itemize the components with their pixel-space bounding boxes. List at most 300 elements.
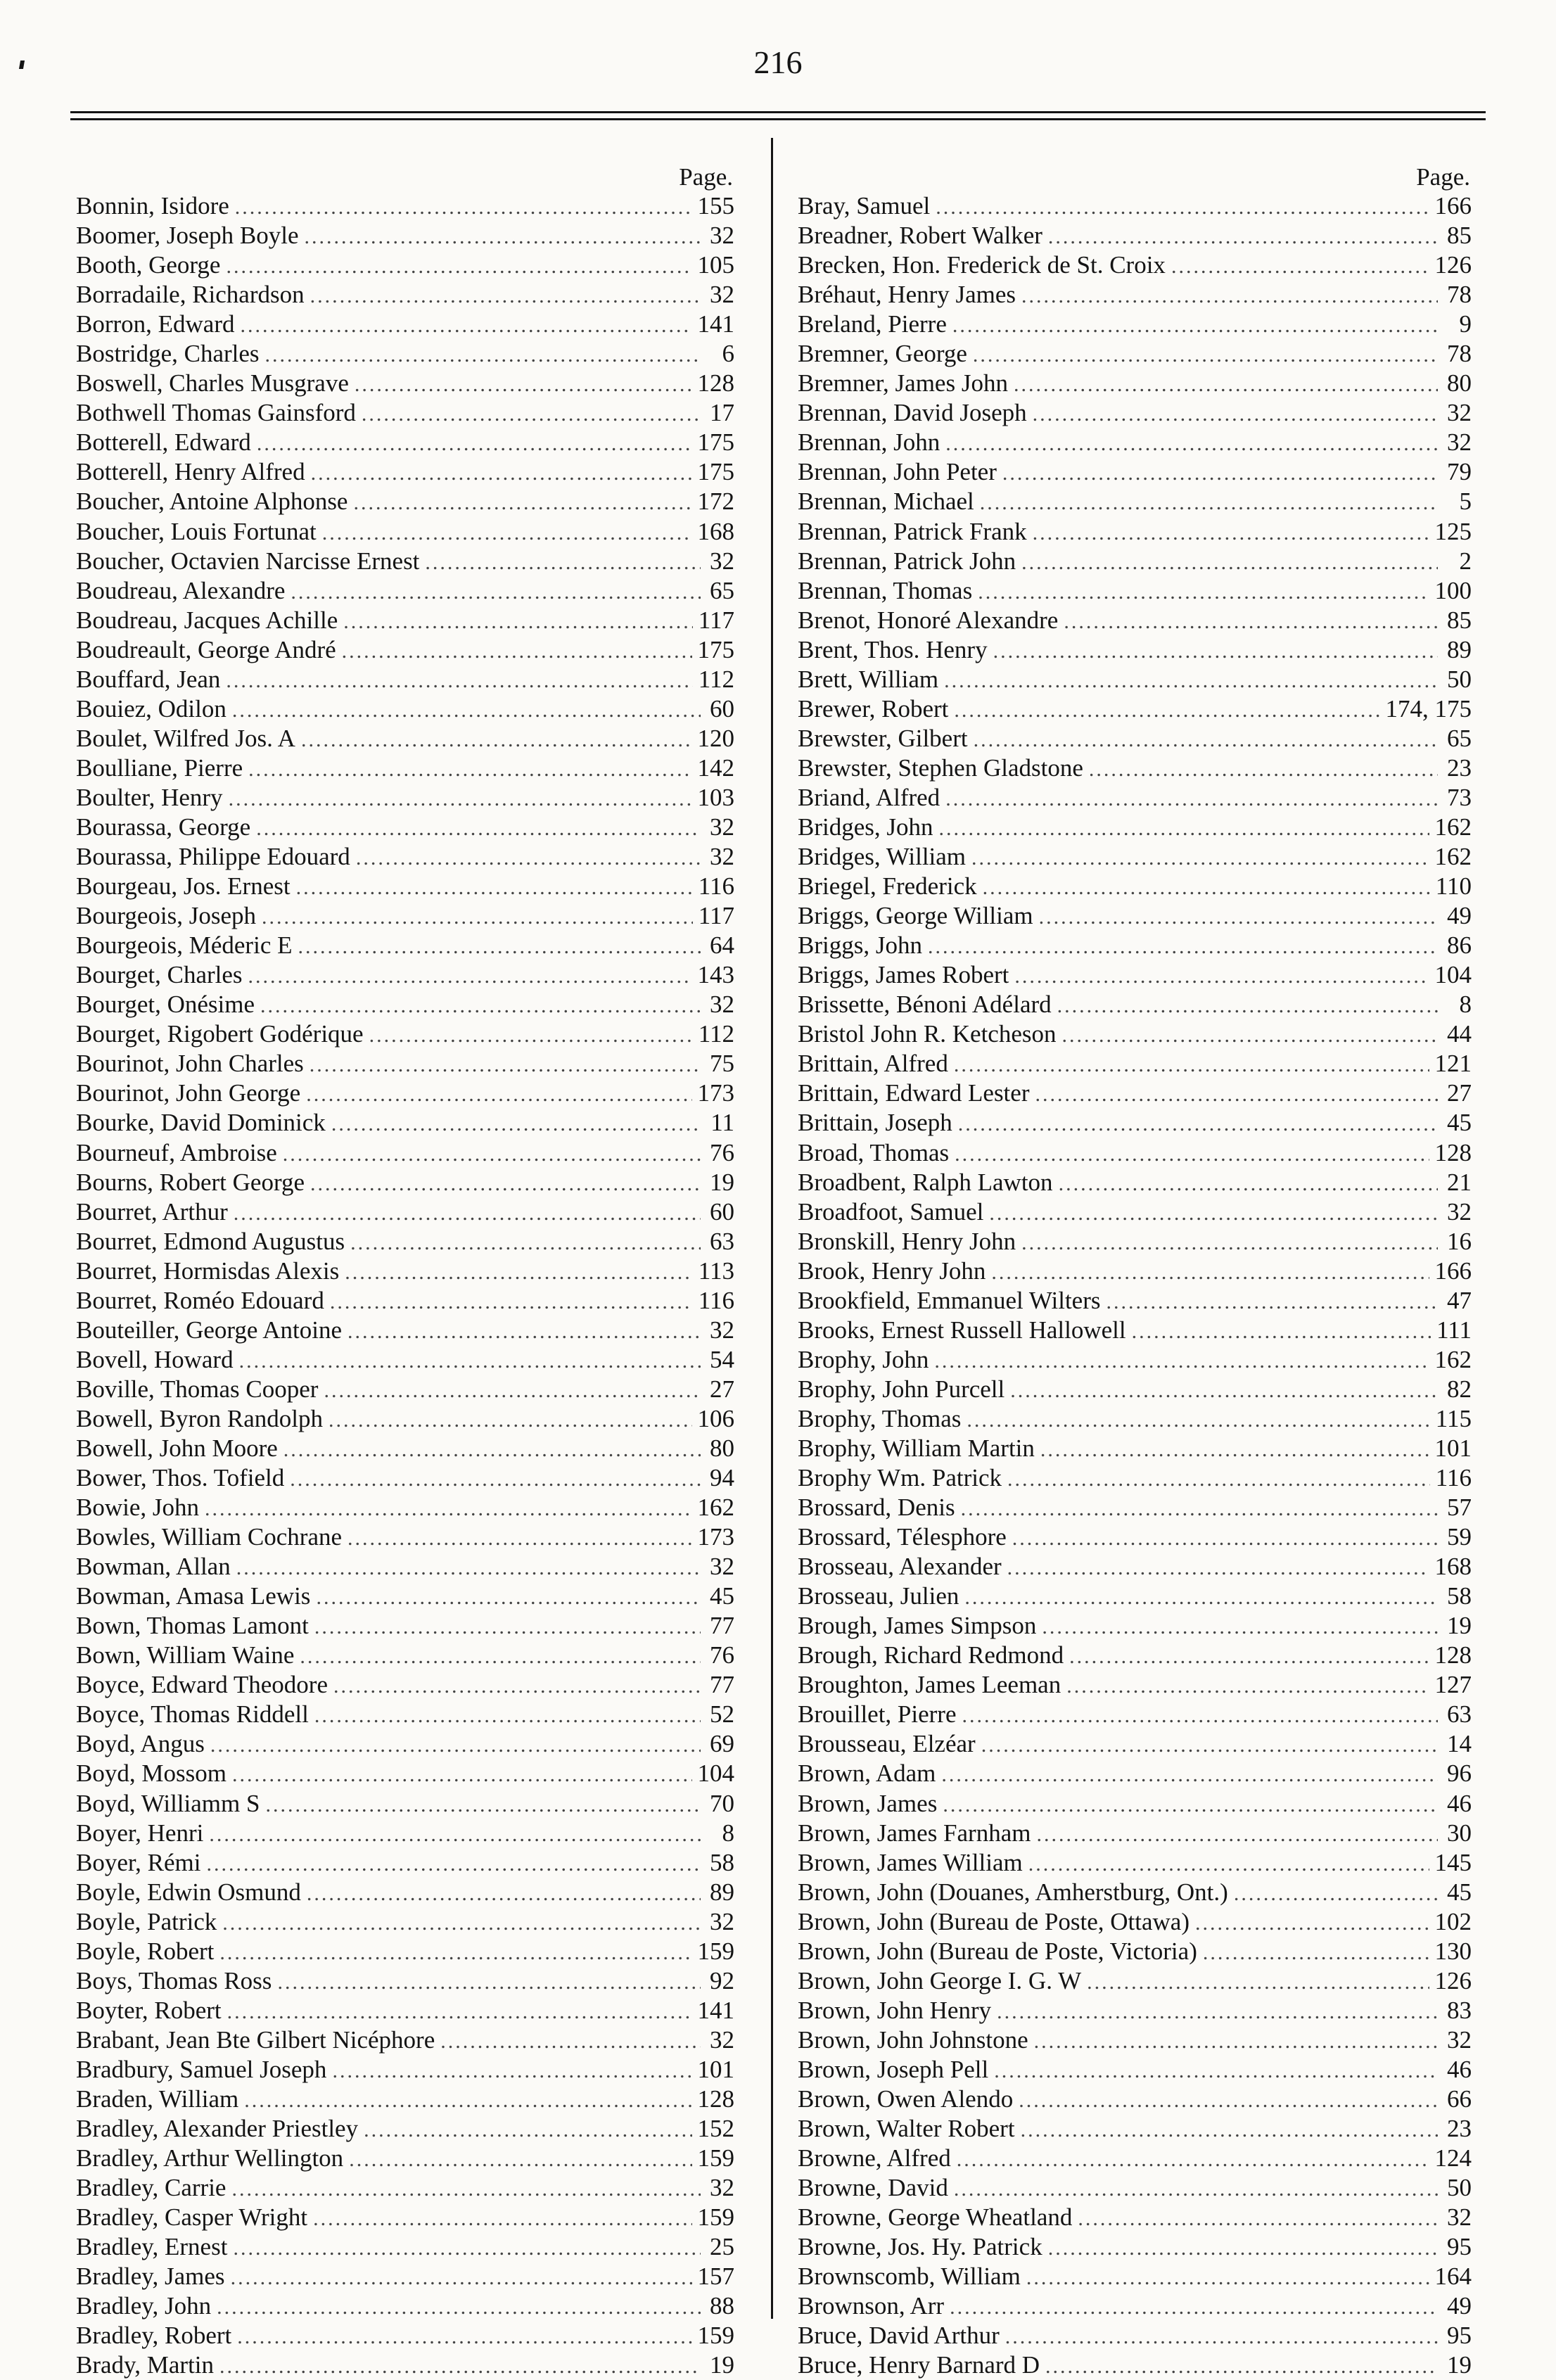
entry-name: Bradley, Arthur Wellington	[76, 2144, 344, 2172]
index-entry	[76, 280, 734, 310]
entry-name: Broughton, James Leeman	[798, 1671, 1061, 1699]
entry-name: Borradaile, Richardson	[76, 281, 305, 309]
entry-page: 88	[710, 2292, 734, 2320]
entry-page: 32	[710, 2025, 734, 2054]
index-entry	[76, 398, 734, 428]
index-entry	[798, 369, 1472, 398]
dot-leader	[1035, 1080, 1438, 1108]
entry-page: 116	[1435, 1464, 1472, 1492]
index-entry	[798, 1286, 1472, 1316]
entry-name: Bower, Thos. Tofield	[76, 1464, 285, 1492]
entry-page: 32	[1447, 1197, 1472, 1226]
dot-leader	[300, 1642, 701, 1670]
left-column	[76, 163, 734, 2380]
entry-name: Brook, Henry John	[798, 1256, 986, 1285]
entry-name: Brabant, Jean Bte Gilbert Nicéphore	[76, 2025, 435, 2054]
entry-name: Bruce, David Arthur	[798, 2322, 1000, 2350]
entry-page: 57	[1447, 1494, 1472, 1522]
dot-leader	[217, 2293, 701, 2321]
entry-page: 63	[1447, 1700, 1472, 1729]
entry-name: Boyer, Henri	[76, 1819, 204, 1847]
entry-name: Brookfield, Emmanuel Wilters	[798, 1286, 1101, 1314]
index-entry	[798, 1937, 1472, 1966]
entry-page: 111	[1436, 1316, 1472, 1344]
index-entry	[798, 1966, 1472, 1996]
index-entry	[76, 1434, 734, 1463]
entry-name: Bremner, James John	[798, 369, 1008, 397]
entry-page: 174, 175	[1385, 694, 1472, 723]
index-entry	[798, 842, 1472, 872]
entry-name: Botterell, Henry Alfred	[76, 458, 305, 486]
entry-name: Bourassa, Philippe Edouard	[76, 843, 350, 871]
dot-leader	[945, 429, 1438, 457]
entry-page: 32	[710, 991, 734, 1019]
dot-leader	[1089, 755, 1438, 783]
entry-page: 32	[1447, 2203, 1472, 2232]
entry-name: Browne, Jos. Hy. Patrick	[798, 2233, 1042, 2261]
entry-name: Brennan, John	[798, 428, 940, 457]
index-entry	[76, 2055, 734, 2085]
entry-name: Briggs, George William	[798, 902, 1033, 930]
dot-leader	[277, 1968, 701, 1996]
entry-name: Bradley, Ernest	[76, 2233, 228, 2261]
entry-name: Boyle, Patrick	[76, 1907, 217, 1935]
index-entry	[76, 310, 734, 339]
entry-page: 173	[697, 1523, 734, 1551]
index-entry	[798, 398, 1472, 428]
entry-name: Boyce, Thomas Riddell	[76, 1700, 309, 1729]
entry-name: Bowell, John Moore	[76, 1434, 278, 1462]
index-entry	[798, 724, 1472, 753]
entry-page: 113	[698, 1256, 734, 1285]
dot-leader	[235, 193, 692, 221]
entry-page: 32	[1447, 428, 1472, 457]
entry-name: Brooks, Ernest Russell Hallowell	[798, 1316, 1126, 1344]
index-entry	[76, 1552, 734, 1582]
entry-page: 60	[710, 694, 734, 723]
index-entry	[76, 1138, 734, 1168]
entry-name: Broadfoot, Samuel	[798, 1197, 984, 1226]
dot-leader	[324, 1376, 701, 1404]
entry-page: 27	[710, 1375, 734, 1403]
index-entry	[798, 457, 1472, 487]
index-entry	[798, 960, 1472, 990]
dot-leader	[1028, 1850, 1429, 1878]
index-entry	[76, 960, 734, 990]
entry-name: Browne, George Wheatland	[798, 2203, 1073, 2232]
entry-page: 141	[697, 310, 734, 338]
entry-page: 76	[710, 1138, 734, 1166]
entry-page: 101	[1434, 1434, 1472, 1462]
entry-page: 58	[710, 1848, 734, 1876]
entry-page: 32	[710, 222, 734, 250]
entry-name: Boyd, Angus	[76, 1730, 205, 1758]
dot-leader	[347, 1317, 701, 1345]
entry-name: Boudreau, Alexandre	[76, 576, 286, 604]
entry-page: 152	[697, 2115, 734, 2143]
dot-leader	[964, 1583, 1438, 1611]
dot-leader	[974, 725, 1438, 753]
dot-leader	[301, 725, 692, 753]
dot-leader	[1234, 1879, 1438, 1907]
entry-page: 54	[710, 1345, 734, 1373]
entry-page: 32	[710, 1316, 734, 1344]
entry-name: Brecken, Hon. Frederick de St. Croix	[798, 251, 1166, 279]
entry-name: Bremner, George	[798, 340, 967, 368]
entry-name: Broadbent, Ralph Lawton	[798, 1168, 1053, 1196]
entry-page: 104	[697, 1759, 734, 1788]
dot-leader	[343, 607, 693, 635]
entry-name: Bouffard, Jean	[76, 665, 221, 693]
index-entry	[798, 783, 1472, 813]
index-entry	[798, 1700, 1472, 1729]
entry-name: Boulet, Wilfred Jos. A	[76, 724, 295, 752]
entry-page: 32	[710, 281, 734, 309]
entry-page: 49	[1447, 2292, 1472, 2320]
entry-name: Bradley, James	[76, 2263, 225, 2291]
entry-page: 125	[1434, 517, 1472, 545]
index-entry	[798, 2144, 1472, 2173]
entry-name: Bourassa, George	[76, 813, 251, 841]
entry-name: Brownson, Arr	[798, 2292, 945, 2320]
dot-leader	[231, 2263, 692, 2291]
dot-leader	[1007, 1553, 1429, 1582]
entry-name: Boucher, Louis Fortunat	[76, 517, 317, 545]
index-entry	[76, 1463, 734, 1493]
entry-page: 159	[697, 2203, 734, 2232]
entry-name: Briand, Alfred	[798, 783, 940, 811]
entry-page: 112	[698, 1020, 734, 1048]
dot-leader	[1087, 1968, 1429, 1996]
entry-name: Boyle, Robert	[76, 1937, 215, 1965]
index-entry	[76, 1522, 734, 1552]
index-entry	[798, 310, 1472, 339]
index-entry	[798, 2114, 1472, 2144]
entry-name: Brittain, Joseph	[798, 1109, 952, 1137]
dot-leader	[248, 962, 692, 990]
index-entry	[76, 2321, 734, 2350]
dot-leader	[332, 2056, 691, 2085]
index-entry	[76, 931, 734, 960]
dot-leader	[973, 341, 1438, 369]
dot-leader	[347, 1524, 691, 1552]
dot-leader	[283, 1140, 701, 1168]
entry-name: Bristol John R. Ketcheson	[798, 1020, 1057, 1048]
entry-page: 168	[697, 517, 734, 545]
entry-page: 166	[1434, 1256, 1472, 1285]
entry-page: 117	[698, 606, 734, 634]
entry-name: Brousseau, Elzéar	[798, 1730, 976, 1758]
entry-page: 142	[697, 753, 734, 782]
dot-leader	[954, 2175, 1438, 2203]
index-entry	[798, 665, 1472, 694]
entry-page: 32	[710, 2174, 734, 2202]
index-entry	[76, 2173, 734, 2203]
entry-name: Boys, Thomas Ross	[76, 1966, 272, 1994]
entry-page: 66	[1447, 2085, 1472, 2113]
index-entry	[76, 842, 734, 872]
entry-page: 168	[1434, 1553, 1472, 1581]
entry-page: 63	[710, 1227, 734, 1255]
dot-leader	[962, 1701, 1438, 1729]
index-entry	[798, 753, 1472, 783]
entry-name: Broad, Thomas	[798, 1138, 950, 1166]
index-entry	[798, 1049, 1472, 1078]
dot-leader	[349, 2145, 691, 2173]
header-rule-bottom	[70, 118, 1486, 120]
index-entry	[76, 1493, 734, 1522]
entry-page: 45	[710, 1582, 734, 1610]
index-entry	[76, 457, 734, 487]
right-column-page-header: Page.	[1416, 163, 1470, 191]
entry-page: 52	[710, 1700, 734, 1729]
entry-page: 162	[697, 1494, 734, 1522]
entry-page: 128	[1434, 1138, 1472, 1166]
index-entry	[798, 1168, 1472, 1197]
index-entry	[798, 606, 1472, 635]
dot-leader	[306, 1080, 691, 1108]
entry-name: Bowman, Amasa Lewis	[76, 1582, 311, 1610]
index-entry	[76, 813, 734, 842]
dot-leader	[978, 578, 1429, 606]
entry-page: 75	[710, 1050, 734, 1078]
entry-page: 5	[1459, 488, 1472, 516]
index-entry	[798, 1759, 1472, 1788]
entry-page: 45	[1447, 1878, 1472, 1906]
dot-leader	[305, 222, 701, 250]
entry-name: Boulter, Henry	[76, 783, 223, 811]
index-entry	[798, 1019, 1472, 1049]
dot-leader	[954, 1050, 1429, 1078]
dot-leader	[262, 903, 693, 931]
entry-name: Boudreault, George André	[76, 635, 336, 663]
entry-page: 159	[697, 1937, 734, 1965]
index-entry	[798, 2085, 1472, 2114]
entry-name: Brewster, Stephen Gladstone	[798, 753, 1083, 782]
page-number: 216	[753, 44, 803, 80]
entry-page: 162	[1434, 843, 1472, 871]
index-entry	[76, 694, 734, 724]
dot-leader	[980, 488, 1438, 516]
index-entry	[798, 339, 1472, 369]
index-entry	[798, 2025, 1472, 2055]
entry-name: Brophy, John Purcell	[798, 1375, 1005, 1403]
entry-page: 100	[1434, 576, 1472, 604]
entry-page: 112	[698, 665, 734, 693]
entry-name: Bonnin, Isidore	[76, 192, 229, 219]
dot-leader	[257, 429, 692, 457]
dot-leader	[283, 1435, 701, 1463]
entry-page: 166	[1434, 192, 1472, 219]
entry-name: Bronskill, Henry John	[798, 1227, 1016, 1255]
index-entry	[798, 1434, 1472, 1463]
dot-leader	[950, 2293, 1438, 2321]
dot-leader	[241, 311, 692, 339]
entry-name: Bowles, William Cochrane	[76, 1523, 343, 1551]
index-entry	[76, 2114, 734, 2144]
entry-page: 110	[1435, 872, 1472, 901]
index-entry	[798, 2173, 1472, 2203]
dot-leader	[1066, 1672, 1429, 1700]
index-entry	[798, 1522, 1472, 1552]
index-entry	[76, 339, 734, 369]
entry-name: Breland, Pierre	[798, 310, 947, 338]
index-entry	[798, 1582, 1472, 1611]
entry-page: 25	[710, 2233, 734, 2261]
entry-page: 14	[1447, 1730, 1472, 1758]
entry-name: Bourgeau, Jos. Ernest	[76, 872, 291, 901]
entry-page: 162	[1434, 813, 1472, 841]
index-entry	[798, 990, 1472, 1019]
index-entry	[798, 428, 1472, 457]
dot-leader	[1021, 2115, 1438, 2144]
entry-name: Bown, William Waine	[76, 1641, 295, 1669]
entry-name: Bruce, Henry Barnard D	[798, 2351, 1040, 2379]
dot-leader	[1048, 222, 1438, 250]
index-entry	[798, 1878, 1472, 1907]
dot-leader	[298, 932, 701, 960]
entry-page: 115	[1435, 1404, 1472, 1432]
entry-page: 77	[710, 1612, 734, 1640]
entry-name: Boyd, Mossom	[76, 1759, 227, 1788]
dot-leader	[291, 578, 701, 606]
index-entry	[798, 2350, 1472, 2380]
index-entry	[798, 635, 1472, 665]
dot-leader	[232, 696, 701, 724]
entry-name: Brennan, Thomas	[798, 576, 973, 604]
dot-leader	[310, 1050, 701, 1078]
entry-name: Bothwell Thomas Gainsford	[76, 399, 356, 427]
dot-leader	[296, 873, 693, 901]
entry-page: 19	[710, 1168, 734, 1196]
dot-leader	[1057, 991, 1438, 1019]
entry-name: Brown, John (Bureau de Poste, Victoria)	[798, 1937, 1197, 1965]
index-entry	[76, 1375, 734, 1404]
index-entry	[798, 872, 1472, 901]
dot-leader	[329, 1406, 692, 1434]
index-entry	[76, 576, 734, 606]
entry-page: 103	[697, 783, 734, 811]
entry-name: Brady, Martin	[76, 2351, 215, 2379]
index-entry	[798, 1789, 1472, 1819]
dot-leader	[1061, 1021, 1438, 1049]
entry-name: Brittain, Alfred	[798, 1050, 948, 1078]
dot-leader	[314, 1612, 701, 1641]
dot-leader	[350, 1228, 701, 1256]
dot-leader	[1010, 1376, 1438, 1404]
entry-page: 58	[1447, 1582, 1472, 1610]
index-entry	[76, 1878, 734, 1907]
entry-page: 164	[1434, 2263, 1472, 2291]
entry-name: Boomer, Joseph Boyle	[76, 222, 299, 250]
index-entry	[798, 2262, 1472, 2291]
entry-page: 104	[1434, 961, 1472, 989]
dot-leader	[936, 193, 1429, 221]
entry-name: Brown, John (Bureau de Poste, Ottawa)	[798, 1907, 1190, 1935]
entry-name: Briggs, James Robert	[798, 961, 1009, 989]
entry-name: Bourret, Arthur	[76, 1197, 228, 1226]
entry-page: 128	[697, 2085, 734, 2113]
index-entry	[798, 1611, 1472, 1641]
entry-name: Bourinot, John Charles	[76, 1050, 304, 1078]
entry-page: 19	[1447, 1612, 1472, 1640]
dot-leader	[209, 1820, 701, 1848]
index-entry	[76, 1197, 734, 1227]
index-entry	[76, 191, 734, 221]
index-entry	[798, 901, 1472, 931]
entry-page: 47	[1447, 1286, 1472, 1314]
index-entry	[76, 487, 734, 516]
index-entry	[798, 1907, 1472, 1937]
entry-page: 46	[1447, 2055, 1472, 2083]
entry-page: 159	[697, 2144, 734, 2172]
dot-leader	[290, 1465, 701, 1493]
index-entry	[76, 1937, 734, 1966]
dot-leader	[236, 1553, 701, 1582]
entry-page: 9	[1459, 310, 1472, 338]
dot-leader	[244, 2086, 691, 2114]
dot-leader	[945, 784, 1438, 813]
index-entry	[76, 2144, 734, 2173]
dot-leader	[1007, 1465, 1430, 1493]
dot-leader	[1048, 2234, 1438, 2262]
entry-page: 8	[1459, 991, 1472, 1019]
entry-page: 50	[1447, 2174, 1472, 2202]
entry-name: Bowie, John	[76, 1494, 199, 1522]
entry-name: Brissette, Bénoni Adélard	[798, 991, 1052, 1019]
entry-page: 32	[1447, 399, 1472, 427]
entry-name: Brewer, Robert	[798, 694, 949, 723]
dot-leader	[239, 1347, 701, 1375]
dot-leader	[1026, 2263, 1429, 2291]
dot-leader	[967, 1406, 1429, 1434]
entry-name: Bray, Samuel	[798, 192, 931, 219]
entry-name: Brouillet, Pierre	[798, 1700, 957, 1729]
entry-page: 105	[697, 251, 734, 279]
entry-name: Browne, Alfred	[798, 2144, 951, 2172]
entry-page: 85	[1447, 222, 1472, 250]
index-entry	[798, 1227, 1472, 1256]
entry-page: 59	[1447, 1523, 1472, 1551]
entry-name: Brennan, Patrick Frank	[798, 517, 1027, 545]
entry-page: 83	[1447, 1996, 1472, 2024]
entry-page: 96	[1447, 1759, 1472, 1788]
dot-leader	[1036, 1820, 1438, 1848]
entry-page: 32	[710, 547, 734, 575]
index-entry	[798, 1463, 1472, 1493]
entry-name: Boyle, Edwin Osmund	[76, 1878, 301, 1906]
entry-page: 101	[697, 2055, 734, 2083]
entry-page: 94	[710, 1464, 734, 1492]
entry-name: Bourinot, John George	[76, 1079, 301, 1107]
entry-page: 92	[710, 1966, 734, 1994]
entry-page: 6	[722, 340, 734, 368]
index-entry	[798, 2291, 1472, 2321]
entry-name: Borron, Edward	[76, 310, 235, 338]
entry-page: 106	[697, 1404, 734, 1432]
entry-name: Brown, James William	[798, 1848, 1023, 1876]
entry-name: Briggs, John	[798, 931, 922, 960]
entry-name: Bourret, Roméo Edouard	[76, 1286, 324, 1314]
entry-name: Bradley, Carrie	[76, 2174, 227, 2202]
entry-page: 120	[697, 724, 734, 752]
index-entry	[76, 1286, 734, 1316]
entry-name: Bourns, Robert George	[76, 1168, 305, 1196]
dot-leader	[333, 1672, 701, 1700]
dot-leader	[1012, 1524, 1438, 1552]
index-entry	[76, 1611, 734, 1641]
entry-name: Brownscomb, William	[798, 2263, 1021, 2291]
